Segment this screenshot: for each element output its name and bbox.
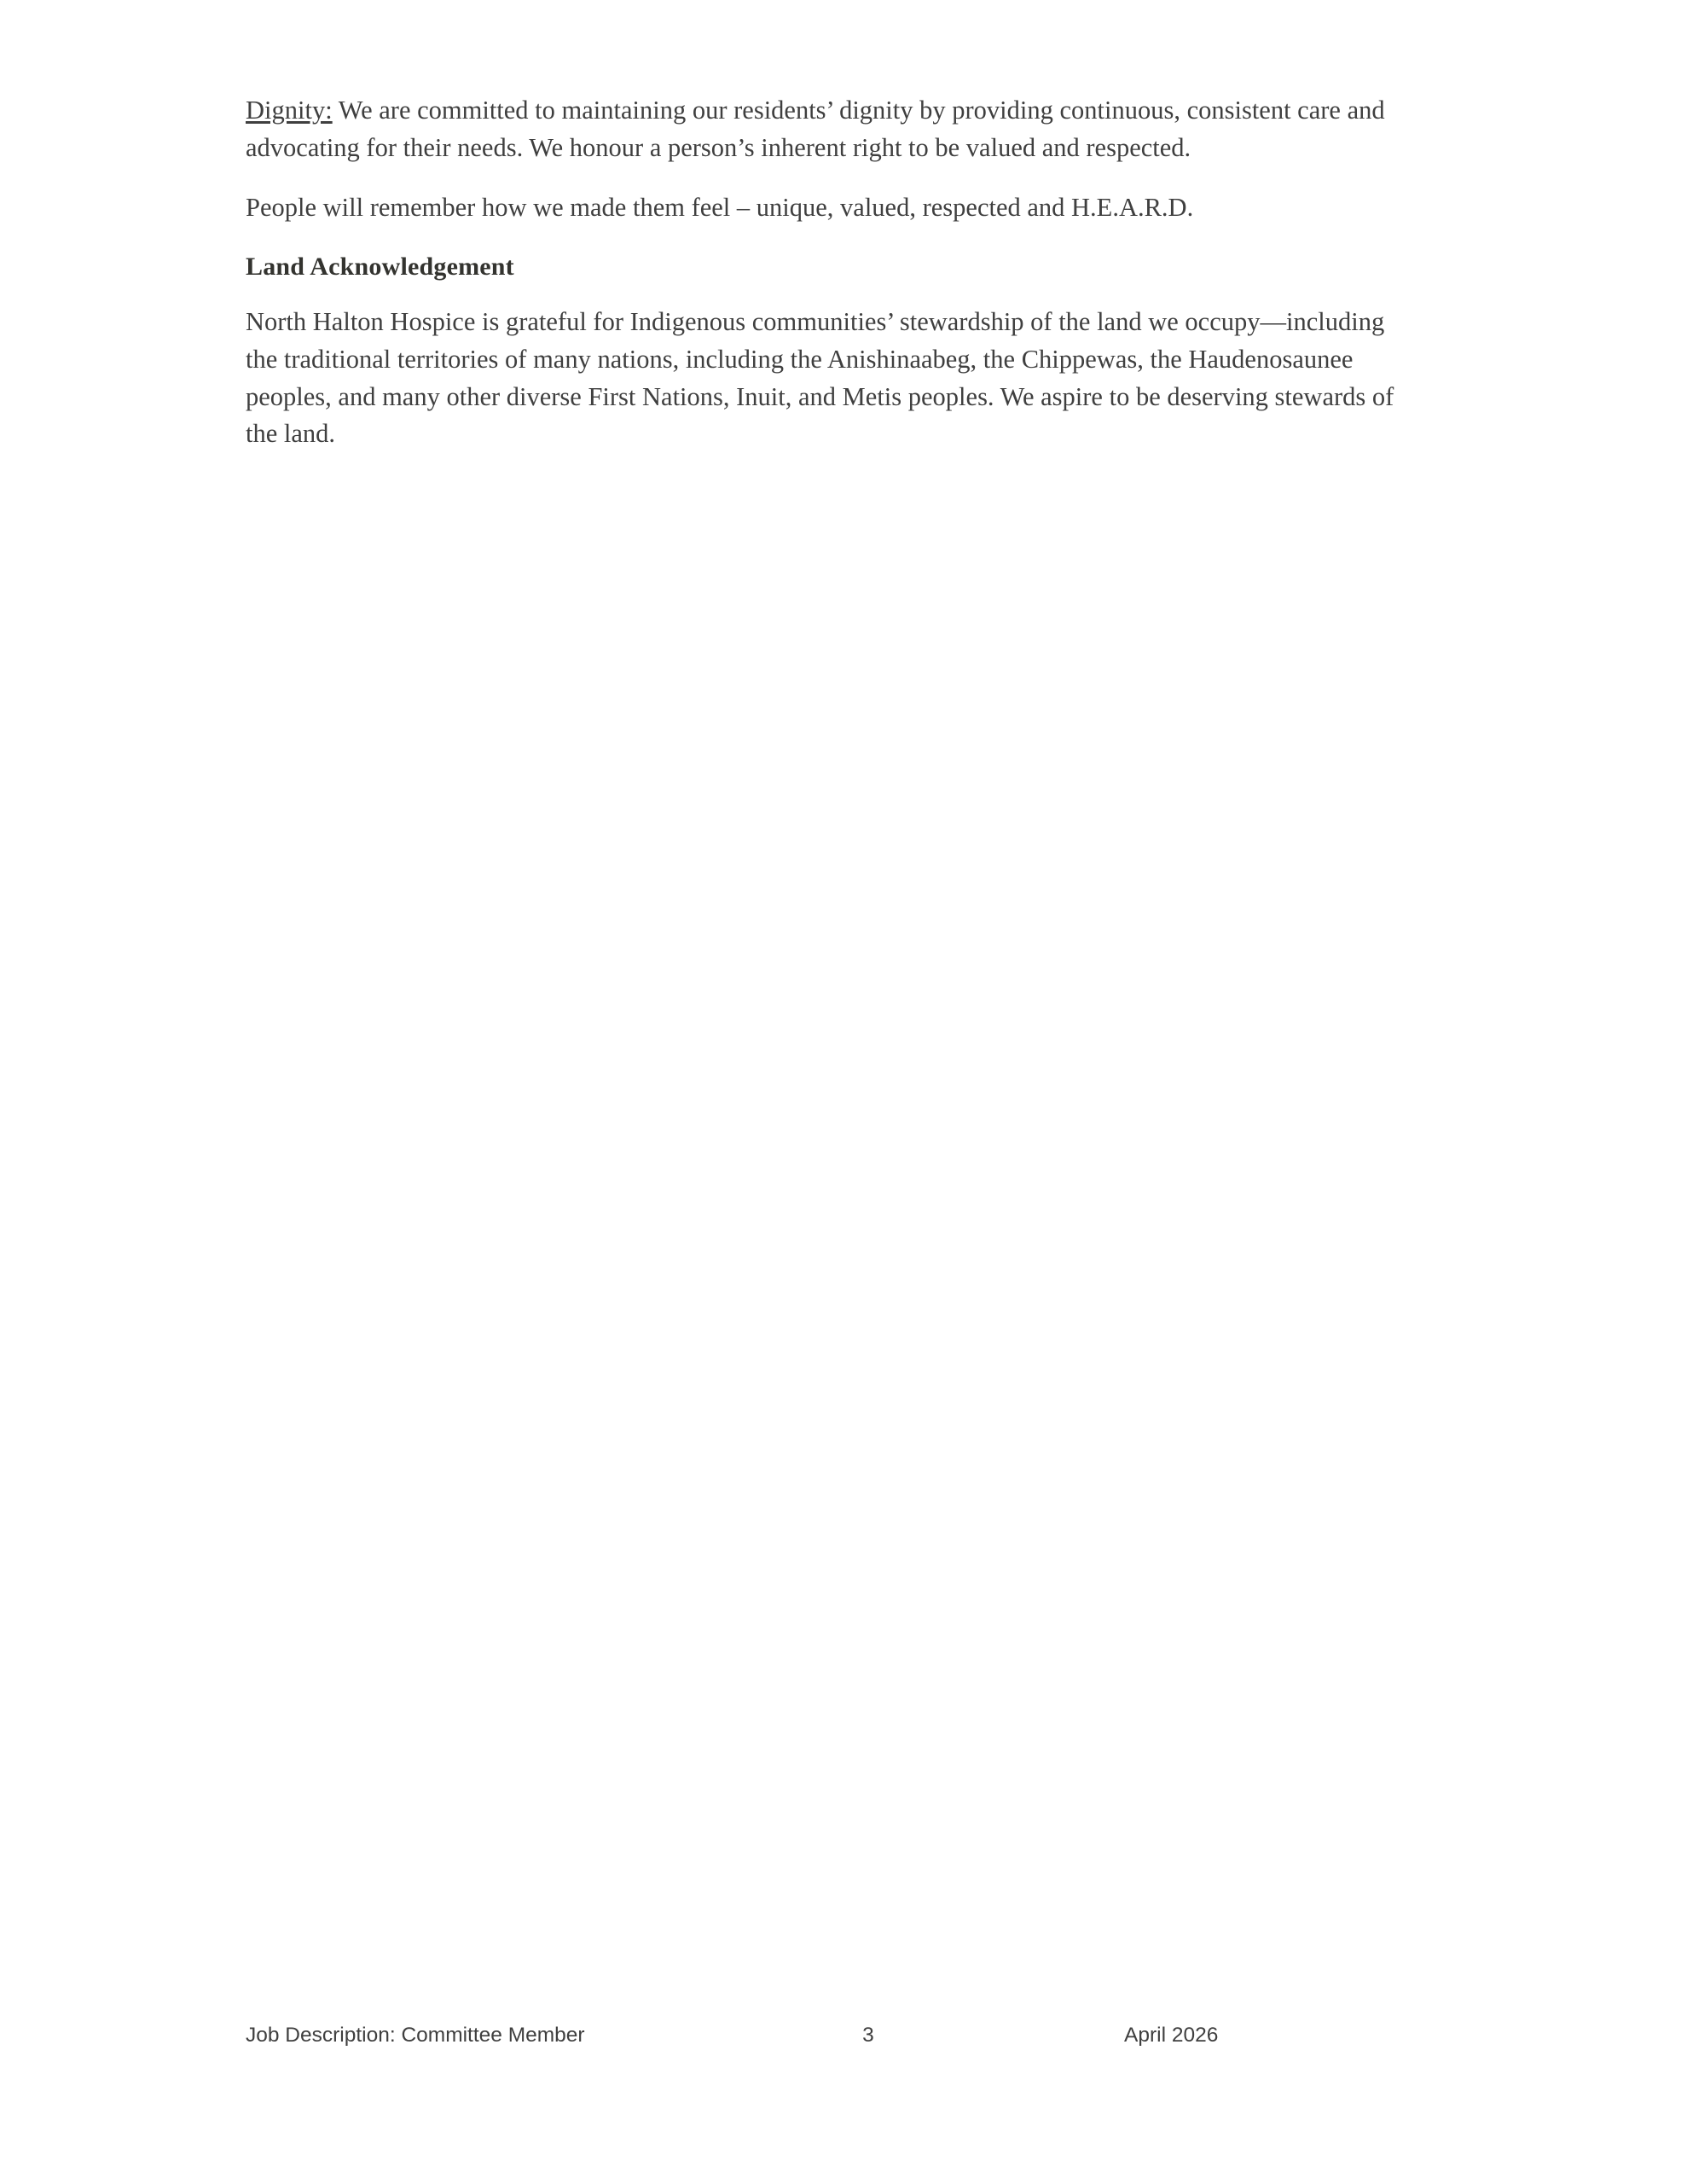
document-body: [246, 92, 1423, 475]
footer-document-title: Job Description: Committee Member: [246, 2024, 585, 2047]
footer-page-number: 3: [862, 2024, 874, 2047]
page-footer: [246, 2024, 1423, 2058]
dignity-label: Dignity:: [246, 96, 333, 125]
dignity-text: We are committed to maintaining our residents’ dignity by providing continuous, consistent care and advocating for their needs. We honour a person’s inherent right to be valued and respected.: [246, 96, 1385, 162]
paragraph-dignity: [246, 92, 1423, 167]
section-heading-land-acknowledgement: Land Acknowledgement: [246, 252, 514, 281]
paragraph-land-acknowledgement: North Halton Hospice is grateful for Indigenous communities’ stewardship of the land we occupy—including the traditional territories of many nations, including the Anishinaabeg, the Chippewas, the Haudenosaunee peoples, and many other diverse First Nations, Inuit, and Metis peoples. We aspire to be deserving stewards of the land.: [246, 306, 1394, 449]
paragraph-heard: People will remember how we made them feel – unique, valued, respected and H.E.A.R.D.: [246, 192, 1194, 222]
footer-date: April 2026: [1124, 2024, 1219, 2047]
